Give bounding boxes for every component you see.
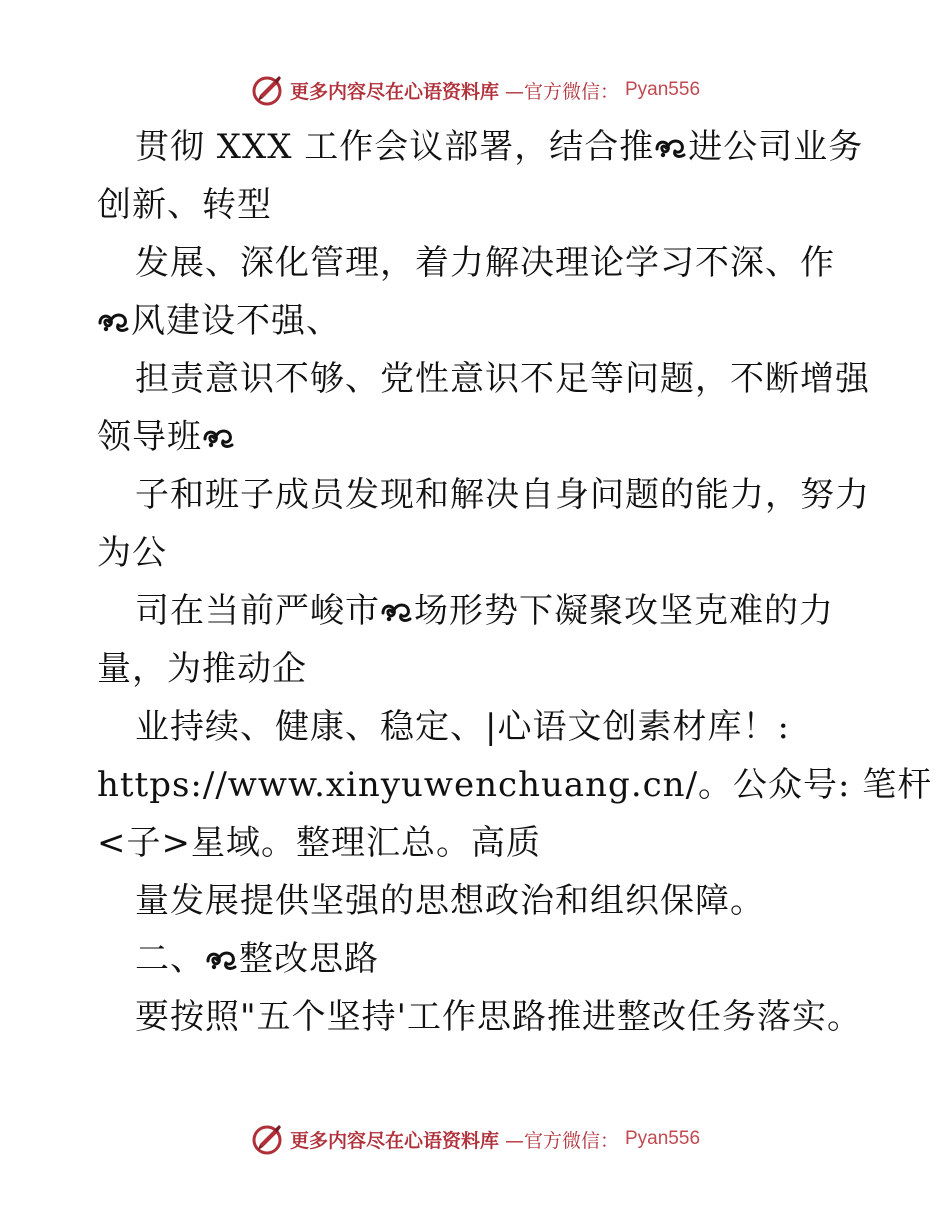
text-span: 风建设不强、 [131, 301, 341, 341]
text-line [97, 292, 867, 350]
ornament-icon [97, 309, 131, 335]
text-span: 进公司业务 [688, 127, 864, 167]
header-banner [0, 72, 950, 108]
text-line [97, 756, 933, 814]
text-line [97, 350, 870, 408]
text-line [97, 466, 870, 524]
text-line [97, 582, 867, 640]
banner-wechat-id: Pyan556 [625, 79, 701, 100]
banner-title: 更多内容尽在心语资料库 [289, 80, 499, 103]
text-span: 整改思路 [239, 939, 379, 979]
text-line [97, 118, 867, 176]
text-span: 量，为推动企 [97, 649, 307, 689]
text-span: 为公 [97, 533, 167, 573]
text-line [97, 176, 867, 234]
ornament-icon [380, 599, 414, 625]
banner-separator: —官方微信： [504, 80, 619, 103]
text-line [97, 524, 867, 582]
text-span: 要按照"五个坚持'工作思路推进整改任务落实。 [135, 997, 862, 1037]
text-span: 业持续、健康、稳定、|心语文创素材库！: [135, 707, 790, 747]
pen-logo-icon [250, 73, 284, 107]
pen-logo-icon [250, 1122, 284, 1156]
text-line [97, 988, 867, 1046]
ornament-icon [205, 947, 239, 973]
text-line [97, 814, 867, 872]
text-span: 贯彻 XXX 工作会议部署，结合推 [135, 127, 655, 167]
text-span: 担责意识不够、党性意识不足等问题，不断增强 [135, 359, 870, 399]
banner-wechat-id: Pyan556 [625, 1128, 701, 1149]
text-line [97, 408, 867, 466]
text-span: 二、 [135, 939, 205, 979]
text-span: 量发展提供坚强的思想政治和组织保障。 [135, 881, 765, 921]
text-span: <子>星域。整理汇总。高质 [97, 823, 541, 863]
text-span: 场形势下凝聚攻坚克难的力 [414, 591, 834, 631]
text-span: 司在当前严峻市 [135, 591, 380, 631]
document-body [97, 118, 933, 1046]
section-heading [97, 930, 867, 988]
text-line [97, 234, 867, 292]
footer-banner [0, 1121, 950, 1157]
text-span: 子和班子成员发现和解决自身问题的能力，努力 [135, 475, 870, 515]
banner-title: 更多内容尽在心语资料库 [289, 1129, 499, 1152]
text-span: 发展、深化管理，着力解决理论学习不深、作 [135, 243, 835, 283]
text-line [97, 698, 867, 756]
text-span: https://www.xinyuwenchuang.cn/。公众号: 笔杆 [97, 765, 933, 805]
ornament-icon [654, 135, 688, 161]
ornament-icon [202, 425, 236, 451]
text-span: 领导班 [97, 417, 202, 457]
text-line [97, 640, 867, 698]
banner-separator: —官方微信： [504, 1129, 619, 1152]
text-line [97, 872, 867, 930]
text-span: 创新、转型 [97, 185, 272, 225]
